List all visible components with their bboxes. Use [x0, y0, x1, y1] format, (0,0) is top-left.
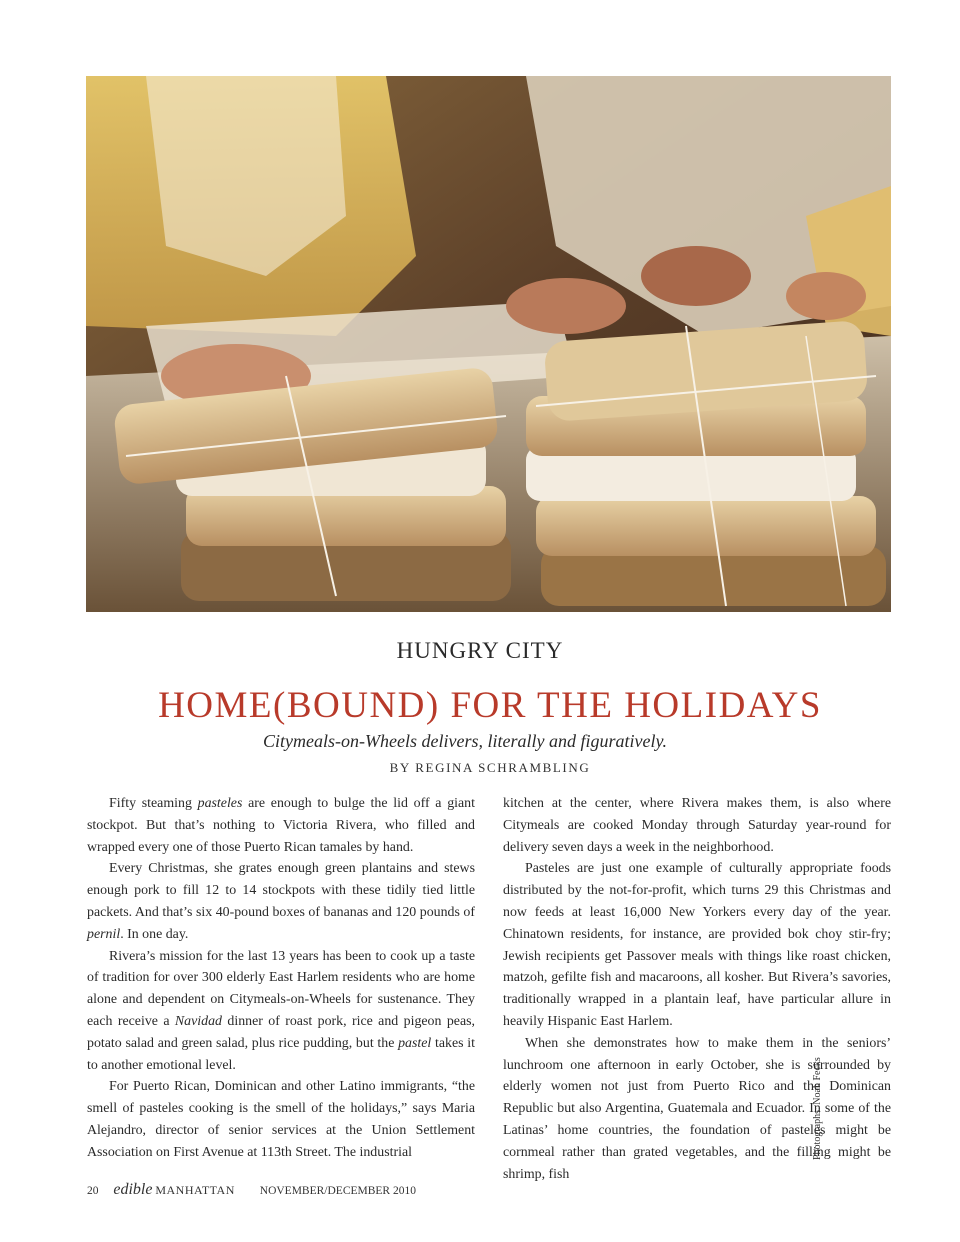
page-number: 20: [87, 1185, 99, 1197]
byline: BY REGINA SCHRAMBLING: [389, 760, 591, 775]
paragraph: Pasteles are just one example of culturally appropriate foods distributed by the not-for-profit, which turns 29 this Christmas and now feeds at least 16,000 New Yorkers every day of the year. Chinatown residents, for instance, are provided bok choy stir-fry; Jewish recipients get Passover meals with things like roast chicken, matzoh, gefilte fish and macaroons, all kosher. But Rivera’s savories, traditionally wrapped in a plantain leaf, have particular allure in heavily Hispanic East Harlem.: [503, 861, 891, 1029]
issue-date: NOVEMBER/DECEMBER 2010: [259, 1185, 416, 1197]
paragraph: Every Christmas, she grates enough green plantains and stews enough pork to fill 12 to 14 stockpots with these tidily tied little packets. And that’s six 40-pound boxes of bananas and 120 pounds of pernil. In one day.: [87, 861, 475, 942]
hero-photo: [86, 76, 891, 612]
paragraph: kitchen at the center, where Rivera makes them, is also where Citymeals are cooked Monday through Saturday year-round for delivery seven days a week in the neighborhood.: [503, 796, 891, 855]
article-column-right: [503, 793, 891, 1185]
paragraph: When she demonstrates how to make them in the seniors’ lunchroom one afternoon in early October, she is surrounded by elderly women not just from Puerto Rico and the Dominican Republic but also Argentina, Guatemala and Ecuador. In some of the Latinas’ home countries, the foundation of pasteles might be cornmeal rather than grated vegetables, and the filling might be shrimp, fish: [503, 1035, 891, 1182]
photo-credit: Photographs: Noah Fecks: [812, 1057, 823, 1160]
magazine-brand-edible: edible: [113, 1181, 153, 1198]
magazine-brand-city: MANHATTAN: [155, 1183, 235, 1197]
right-stack: [526, 320, 886, 606]
dek: Citymeals-on-Wheels delivers, literally and figuratively.: [263, 731, 667, 751]
paragraph: For Puerto Rican, Dominican and other Latino immigrants, “the smell of pasteles cooking is the smell of the holidays,” says Maria Alejandro, director of senior services at the Union Settlement Association on First Avenue at 113th Street. The industrial: [87, 1079, 475, 1160]
page-footer: [87, 1181, 416, 1199]
headline: HOME(BOUND) FOR THE HOLIDAYS: [158, 685, 822, 726]
paragraph: Fifty steaming pasteles are enough to bulge the lid off a giant stockpot. But that’s nothing to Victoria Rivera, who filled and wrapped every one of those Puerto Rican tamales by hand.: [87, 796, 475, 855]
paragraph: Rivera’s mission for the last 13 years has been to cook up a taste of tradition for over 300 elderly East Harlem residents who are home alone and dependent on Citymeals-on-Wheels for sustenance. They each receive a Navidad dinner of roast pork, rice and pigeon peas, potato salad and green salad, plus rice pudding, but the pastel takes it to another emotional level.: [87, 948, 475, 1073]
pasteles-photo-illustration: [86, 76, 891, 612]
article-column-left: [87, 793, 475, 1164]
section-label: HUNGRY CITY: [396, 638, 564, 663]
